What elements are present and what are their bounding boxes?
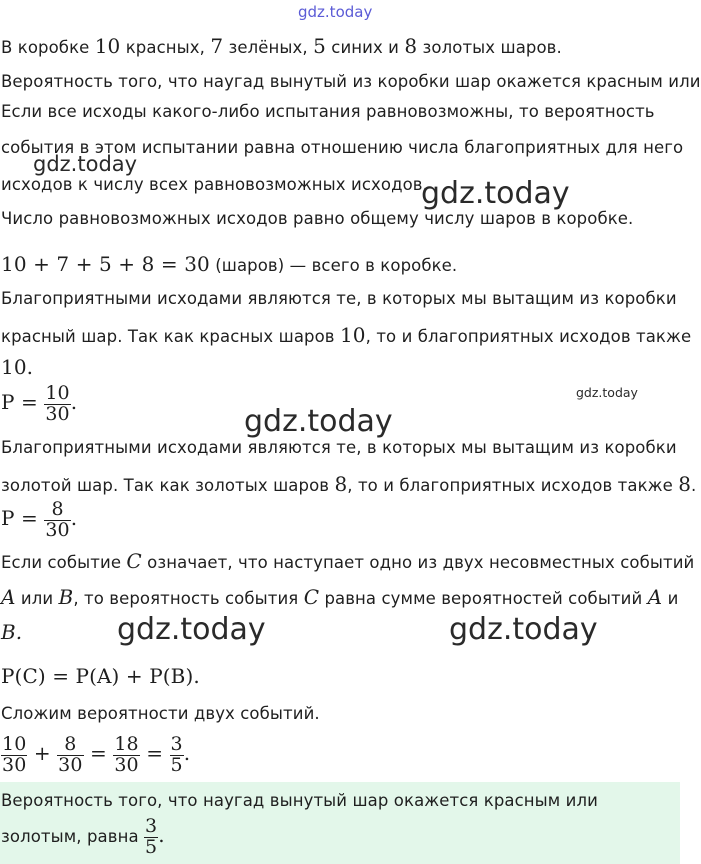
watermark-small: gdz.today (576, 385, 638, 400)
paragraph-4: события в этом испытании равна отношению числа благоприятных для него (1, 138, 684, 157)
paragraph-12: Благоприятными исходами являются те, в которых мы вытащим из коробки (1, 438, 677, 457)
fraction-4: $\frac{3}{5}$ (170, 733, 183, 776)
paragraph-9: красный шар. Так как красных шаров 10, то и благоприятных исходов также (1, 323, 692, 347)
fraction-red: $\frac{10}{30}$ (45, 382, 70, 425)
watermark-3: gdz.today (244, 404, 393, 439)
paragraph-8: Благоприятными исходами являются те, в которых мы вытащим из коробки (1, 289, 677, 308)
final-sum: $\frac{10}{30}$ + $\frac{8}{30}$ = $\frac{18}{30}$ = $\frac{3}{5}$ . (2, 733, 191, 776)
paragraph-2: Вероятность того, что наугад вынутый из коробки шар окажется красным или (1, 72, 701, 91)
watermark-1: gdz.today (33, 152, 138, 176)
fraction-1: $\frac{10}{30}$ (2, 733, 27, 776)
paragraph-15: Если событие C означает, что наступает одно из двух несовместных событий (1, 549, 695, 573)
paragraph-13: золотой шар. Так как золотых шаров 8, то и благоприятных исходов также 8. (1, 472, 697, 496)
probability-gold: P = $\frac{8}{30}$ . (1, 498, 78, 541)
paragraph-1: В коробке 10 красных, 7 зелёных, 5 синих и 8 золотых шаров. (1, 34, 562, 58)
paragraph-10: 10. (1, 355, 34, 379)
answer-line-2: золотым, равна $\frac{3}{5}$ . (1, 815, 165, 858)
watermark-top: gdz.today (298, 3, 373, 21)
sum-line: 10 + 7 + 5 + 8 = 30 (шаров) — всего в коробке. (1, 252, 458, 276)
watermark-5: gdz.today (449, 612, 598, 647)
formula-sum-rule: P(C) = P(A) + P(B). (1, 664, 200, 688)
watermark-4: gdz.today (117, 612, 266, 647)
fraction-2: $\frac{8}{30}$ (58, 733, 83, 776)
fraction-gold: $\frac{8}{30}$ (45, 498, 70, 541)
paragraph-16: A или B, то вероятность события C равна сумме вероятностей событий A и (1, 585, 679, 609)
probability-red: P = $\frac{10}{30}$ . (1, 382, 78, 425)
fraction-answer: $\frac{3}{5}$ (145, 815, 158, 858)
answer-line-1: Вероятность того, что наугад вынутый шар окажется красным или (1, 791, 598, 810)
paragraph-3: Если все исходы какого-либо испытания равновозможны, то вероятность (1, 102, 655, 121)
paragraph-6: Число равновозможных исходов равно общему числу шаров в коробке. (1, 209, 634, 228)
paragraph-17: B. (1, 620, 23, 644)
fraction-3: $\frac{18}{30}$ (114, 733, 139, 776)
paragraph-5: исходов к числу всех равновозможных исходов. (1, 175, 428, 194)
paragraph-19: Сложим вероятности двух событий. (1, 704, 320, 723)
watermark-2: gdz.today (421, 176, 570, 211)
